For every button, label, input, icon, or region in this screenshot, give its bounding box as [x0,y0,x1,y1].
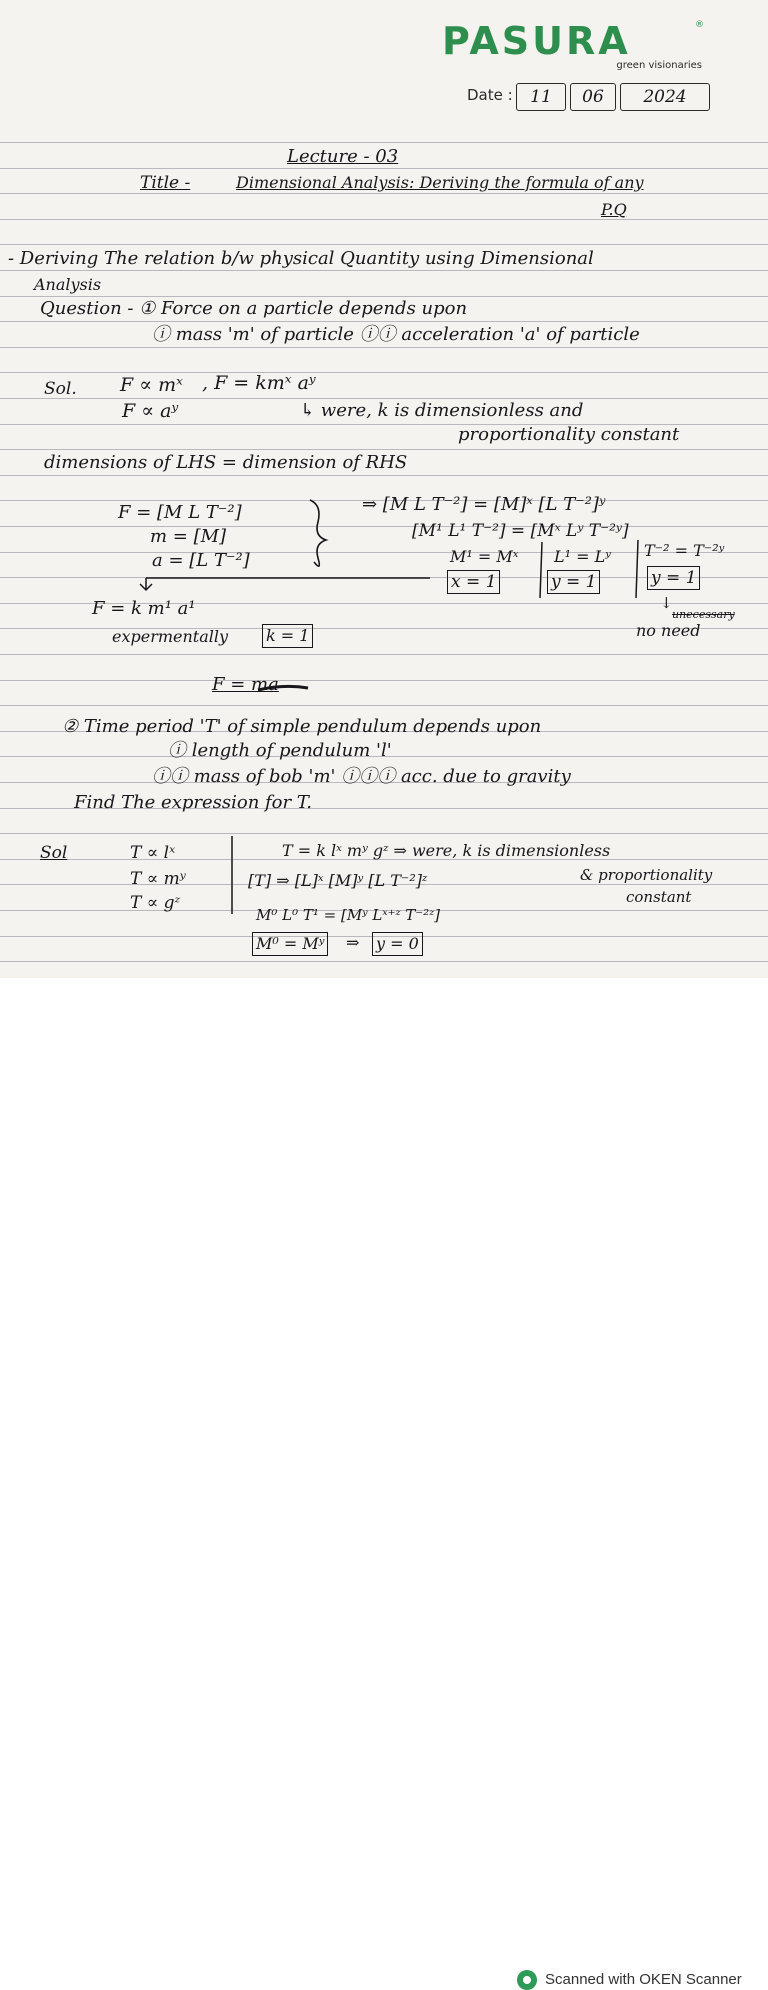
down-arrow: ↓ [660,594,673,612]
brand-name: PASURA [442,19,631,63]
question-2-find: Find The expression for T. [74,792,312,813]
lecture-heading: Lecture - 03 [287,146,399,167]
notebook-page [0,0,768,978]
date-month-box: 06 [570,83,616,111]
separator-2 [636,540,638,598]
scanner-logo-icon [517,1970,537,1990]
period-dimension-equation: [T] ⇒ [L]ˣ [M]ʸ [L T⁻²]ᶻ [248,871,428,890]
force-dimension: F = [M L T⁻²] [118,502,242,523]
period-exponent-equation: M⁰ L⁰ T¹ = [Mʸ Lˣ⁺ᶻ T⁻²ᶻ] [256,906,441,924]
intro-line-2: Analysis [34,275,102,294]
x-result: x = 1 [447,570,500,594]
proportion-length: T ∝ lˣ [130,843,176,863]
solution-2-label: Sol [40,843,68,863]
curly-brace-1 [310,500,326,566]
y-result-2: y = 1 [647,566,700,590]
proportion-mass-bob: T ∝ mʸ [130,869,186,889]
solution-1-label: Sol. [44,379,77,399]
constant-note-1: ↳ were, k is dimensionless and [300,400,584,421]
date-day-box: 11 [516,83,566,111]
no-need-note: no need [636,621,701,640]
mass-dimension: m = [M] [150,526,227,547]
proportion-gravity: T ∝ gᶻ [130,893,181,913]
question-2-part-2: ⓘⓘ mass of bob 'm' ⓘⓘⓘ acc. due to gravity [152,766,571,787]
experimentally-label: expermentally [112,627,229,646]
force-relation: , F = kmˣ aʸ [202,372,316,394]
question-1-parts: ⓘ mass 'm' of particle ⓘⓘ acceleration 'a' of particle [152,324,640,345]
mass-bob-exponent-equation: M⁰ = Mʸ [252,932,328,956]
scanner-footer [0,978,768,1988]
title-text: Dimensional Analysis: Deriving the formula of any [236,173,644,192]
crossed-word: unecessary [672,608,735,621]
proportion-mass: F ∝ mˣ [120,374,183,396]
dimension-equality: dimensions of LHS = dimension of RHS [44,452,408,473]
acceleration-dimension: a = [L T⁻²] [152,550,250,571]
date-label: Date : [467,86,513,104]
y-zero-arrow: ⇒ [346,933,360,952]
separator-1 [540,542,542,598]
date-year-box: 2024 [620,83,710,111]
bracket-arrow-tip [140,578,152,590]
title-prefix: Title - [140,173,191,193]
dimension-equation-1: ⇒ [M L T⁻²] = [M]ˣ [L T⁻²]ʸ [362,494,606,515]
intro-line-1: - Deriving The relation b/w physical Quantity using Dimensional [8,248,594,269]
question-2-part-1: ⓘ length of pendulum 'l' [168,740,392,761]
handwritten-strokes [0,0,768,978]
proportion-acceleration: F ∝ aʸ [122,400,179,422]
period-relation: T = k lˣ mʸ gᶻ ⇒ were, k is dimensionless [282,841,611,860]
time-exponent-equation: T⁻² = T⁻²ʸ [644,541,725,560]
constant-note-3: & proportionality [580,866,713,884]
dimension-equation-2: [M¹ L¹ T⁻²] = [Mˣ Lʸ T⁻²ʸ] [412,521,629,541]
force-result: F = k m¹ a¹ [92,598,196,619]
length-exponent-equation: L¹ = Lʸ [554,547,611,566]
brand-tagline: green visionaries [616,60,702,71]
final-underline-scribble [258,686,308,690]
y-zero-result: y = 0 [372,932,423,956]
question-2: ② Time period 'T' of simple pendulum depends upon [62,716,542,737]
scanner-watermark: Scanned with OKEN Scanner [545,1971,742,1988]
constant-note-4: constant [626,888,692,906]
question-1: Question - ① Force on a particle depends upon [40,298,468,319]
brand-registered-mark: ® [695,20,704,30]
final-formula: F = ma [212,674,279,695]
constant-note-2: proportionality constant [458,424,680,445]
k-result: k = 1 [262,624,313,648]
title-continuation: P.Q [601,200,627,219]
y-result-1: y = 1 [547,570,600,594]
mass-exponent-equation: M¹ = Mˣ [450,547,519,566]
